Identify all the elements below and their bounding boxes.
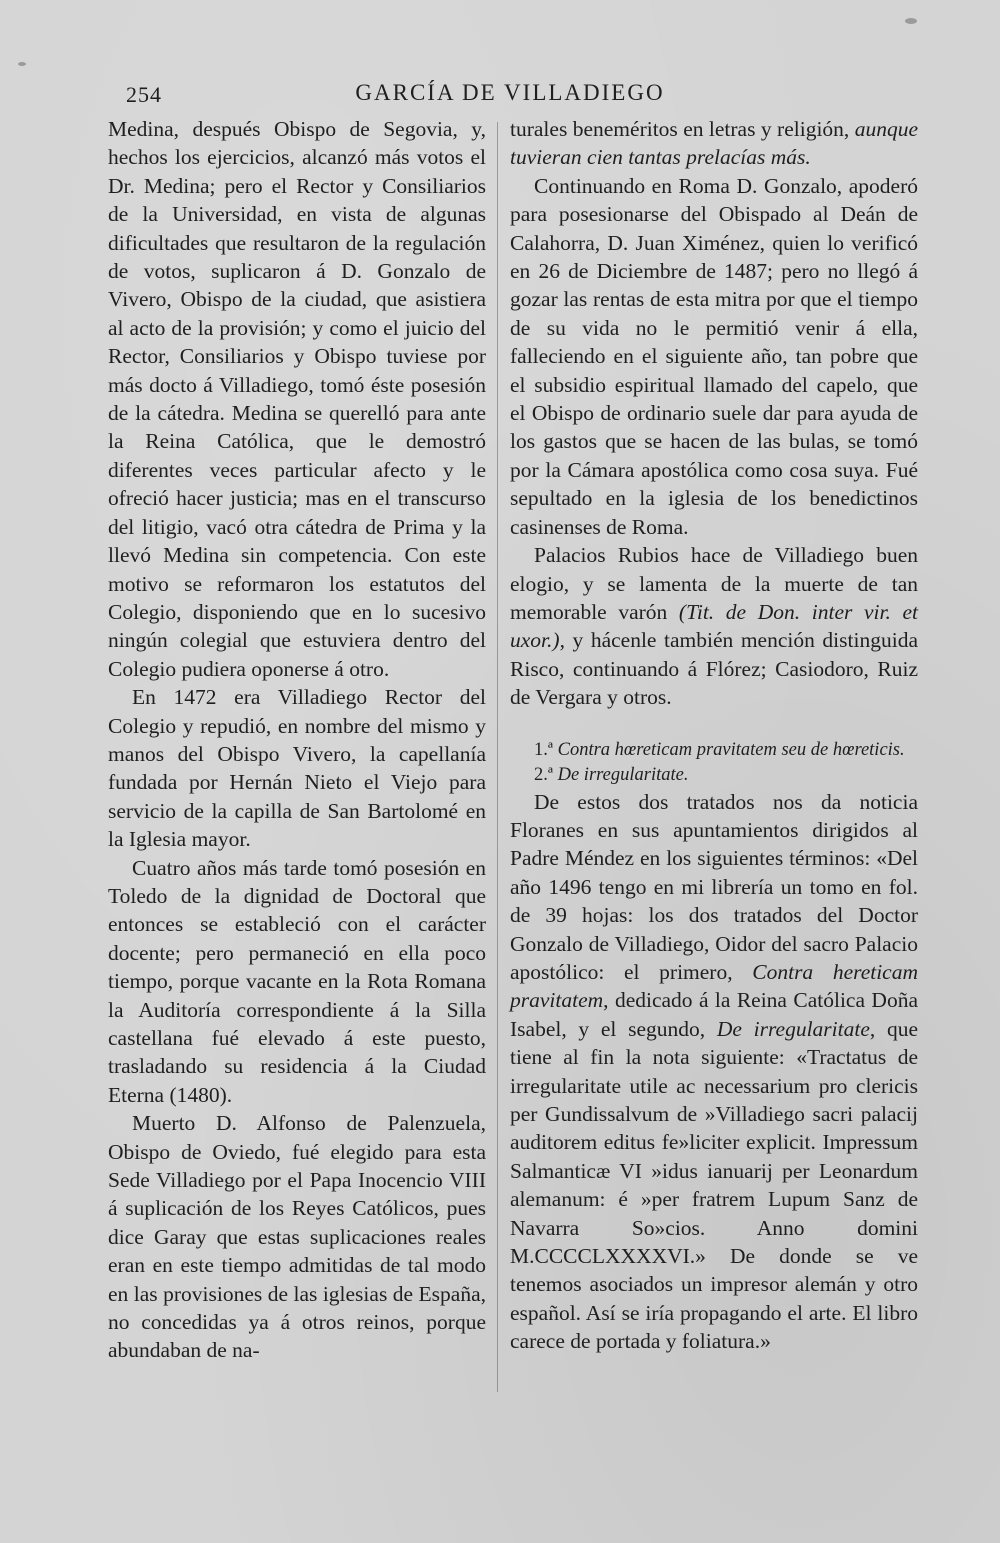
left-paragraph-4: Muerto D. Alfonso de Palenzuela, Obispo de Oviedo, fué elegido para esta Sede Villadiego por el Papa Inocencio VIII á suplicación de los Reyes Católicos, pues dice Garay que estas suplicaciones reales eran en este tiempo admitidas de tal modo en las provisiones de las iglesias de España, no concedidas ya á otros reinos, porque abundaban de na- (108, 1111, 486, 1363)
right-paragraph-4-italic-2: De irregularitate (716, 1016, 870, 1041)
right-paragraph-1-text: turales beneméritos en letras y religión, (510, 117, 850, 141)
right-paragraph-4 (510, 788, 918, 1356)
right-paragraph-4-text-c: , que tiene al fin la nota siguiente: «Tractatus de irregularitate utile ac necessarium pro clericis per Gundissalvum de »Villadiego sacri palacij auditorem editus fe»liciter explicit. Impressum Salmanticæ VI »idus ianuarij per Leonardum alemanum: é »per fratrem Lupum Sanz de Navarra So»cios. Anno domini M.CCCCLXXXXVI.» De donde se ve tenemos asociados un impresor alemán y otro español. Así se iría propagando el arte. El libro carece de portada y foliatura.» (510, 1016, 918, 1354)
running-head (120, 80, 920, 110)
right-paragraph-3-text-b: , y hácenle también mención distinguida Risco, continuando á Flórez; Casiodoro, Ruiz de Vergara y otros. (510, 628, 918, 710)
right-paragraph-4-italic-1: Contra hereticam pravitatem (510, 959, 918, 1013)
right-column (510, 115, 918, 1356)
treatise-1 (510, 738, 918, 763)
treatise-2-number: 2.ª (534, 764, 553, 785)
treatise-1-number: 1.ª (534, 739, 553, 760)
ink-mark (18, 62, 26, 66)
treatise-1-title: Contra hœreticam pravitatem seu de hœreticis. (557, 739, 905, 760)
ink-mark (905, 18, 917, 24)
left-column (108, 115, 486, 1365)
right-paragraph-1-italic: aunque tuvieran cien tantas prelacías más. (510, 117, 919, 170)
right-paragraph-4-text-a: De estos dos tratados nos da noticia Floranes en sus apuntamientos dirigidos al Padre Méndez en los siguientes términos: «Del año 1496 tengo en mi librería un tomo en fol. de 39 hojas: los dos tratados del Doctor Gonzalo de Villadiego, Oidor del sacro Palacio apostólico: el primero, (510, 789, 918, 984)
left-paragraph-2: En 1472 era Villadiego Rector del Colegio y repudió, en nombre del mismo y manos del Obispo Vivero, la capellanía fundada por Hernán Nieto el Viejo para servicio de la capilla de San Bartolomé en la Iglesia mayor. (108, 685, 486, 852)
right-paragraph-4-text-b: , dedicado á la Reina Católica Doña Isabel, y el segundo, (510, 988, 918, 1041)
running-title: GARCÍA DE VILLADIEGO (355, 80, 665, 105)
left-paragraph-3: Cuatro años más tarde tomó posesión en Toledo de la dignidad de Doctoral que entonces se estableció con el carácter docente; pero permaneció en ella poco tiempo, porque vacante en la Rota Romana la Auditoría correspondiente á la Silla castellana fué elevado á este puesto, trasladando su residencia á la Ciudad Eterna (1480). (108, 855, 486, 1107)
right-paragraph-3 (510, 541, 918, 711)
section-gap (510, 712, 918, 738)
right-paragraph-1 (510, 115, 918, 172)
column-divider (497, 122, 498, 1392)
treatise-2-title: De irregularitate. (557, 764, 689, 785)
right-paragraph-3-text-a: Palacios Rubios hace de Villadiego buen elogio, y se lamenta de la muerte de tan memorable varón (510, 543, 918, 624)
treatise-2 (510, 763, 918, 788)
page-number: 254 (126, 82, 162, 107)
right-paragraph-3-citation: (Tit. de Don. inter vir. et uxor.) (510, 599, 918, 653)
right-paragraph-2: Continuando en Roma D. Gonzalo, apoderó para posesionarse del Obispado al Deán de Calahorra, D. Juan Ximénez, quien lo verificó en 26 de Diciembre de 1487; pero no llegó á gozar las rentas de esta mitra por que el tiempo de su vida no le permitió venir á ella, falleciendo en el siguiente año, tan pobre que el subsidio espiritual llamado del capelo, que el Obispo de ordinario suele dar para ayuda de los gastos que se hacen de las bulas, se tomó por la Cámara apostólica como cosa suya. Fué sepultado en la iglesia de los benedictinos casinenses de Roma. (510, 173, 918, 539)
left-paragraph-1: Medina, después Obispo de Segovia, y, hechos los ejercicios, alcanzó más votos el Dr. Medina; pero el Rector y Consiliarios de la Universidad, en vista de algunas dificultades que resultaron de la regulación de votos, suplicaron á D. Gonzalo de Vivero, Obispo de la ciudad, que asistiera al acto de la provisión; y como el juicio del Rector, Consiliarios y Obispo tuviese por más docto á Villadiego, tomó éste posesión de la cátedra. Medina se querelló para ante la Reina Católica, que le demostró diferentes veces particular afecto y le ofreció hacer justicia; mas en el transcurso del litigio, vacó otra cátedra de Prima y la llevó Medina sin competencia. Con este motivo se reformaron los estatutos del Colegio, disponiendo que en lo sucesivo ningún colegial que estuviera dentro del Colegio pudiera oponerse á otro. (108, 117, 486, 681)
